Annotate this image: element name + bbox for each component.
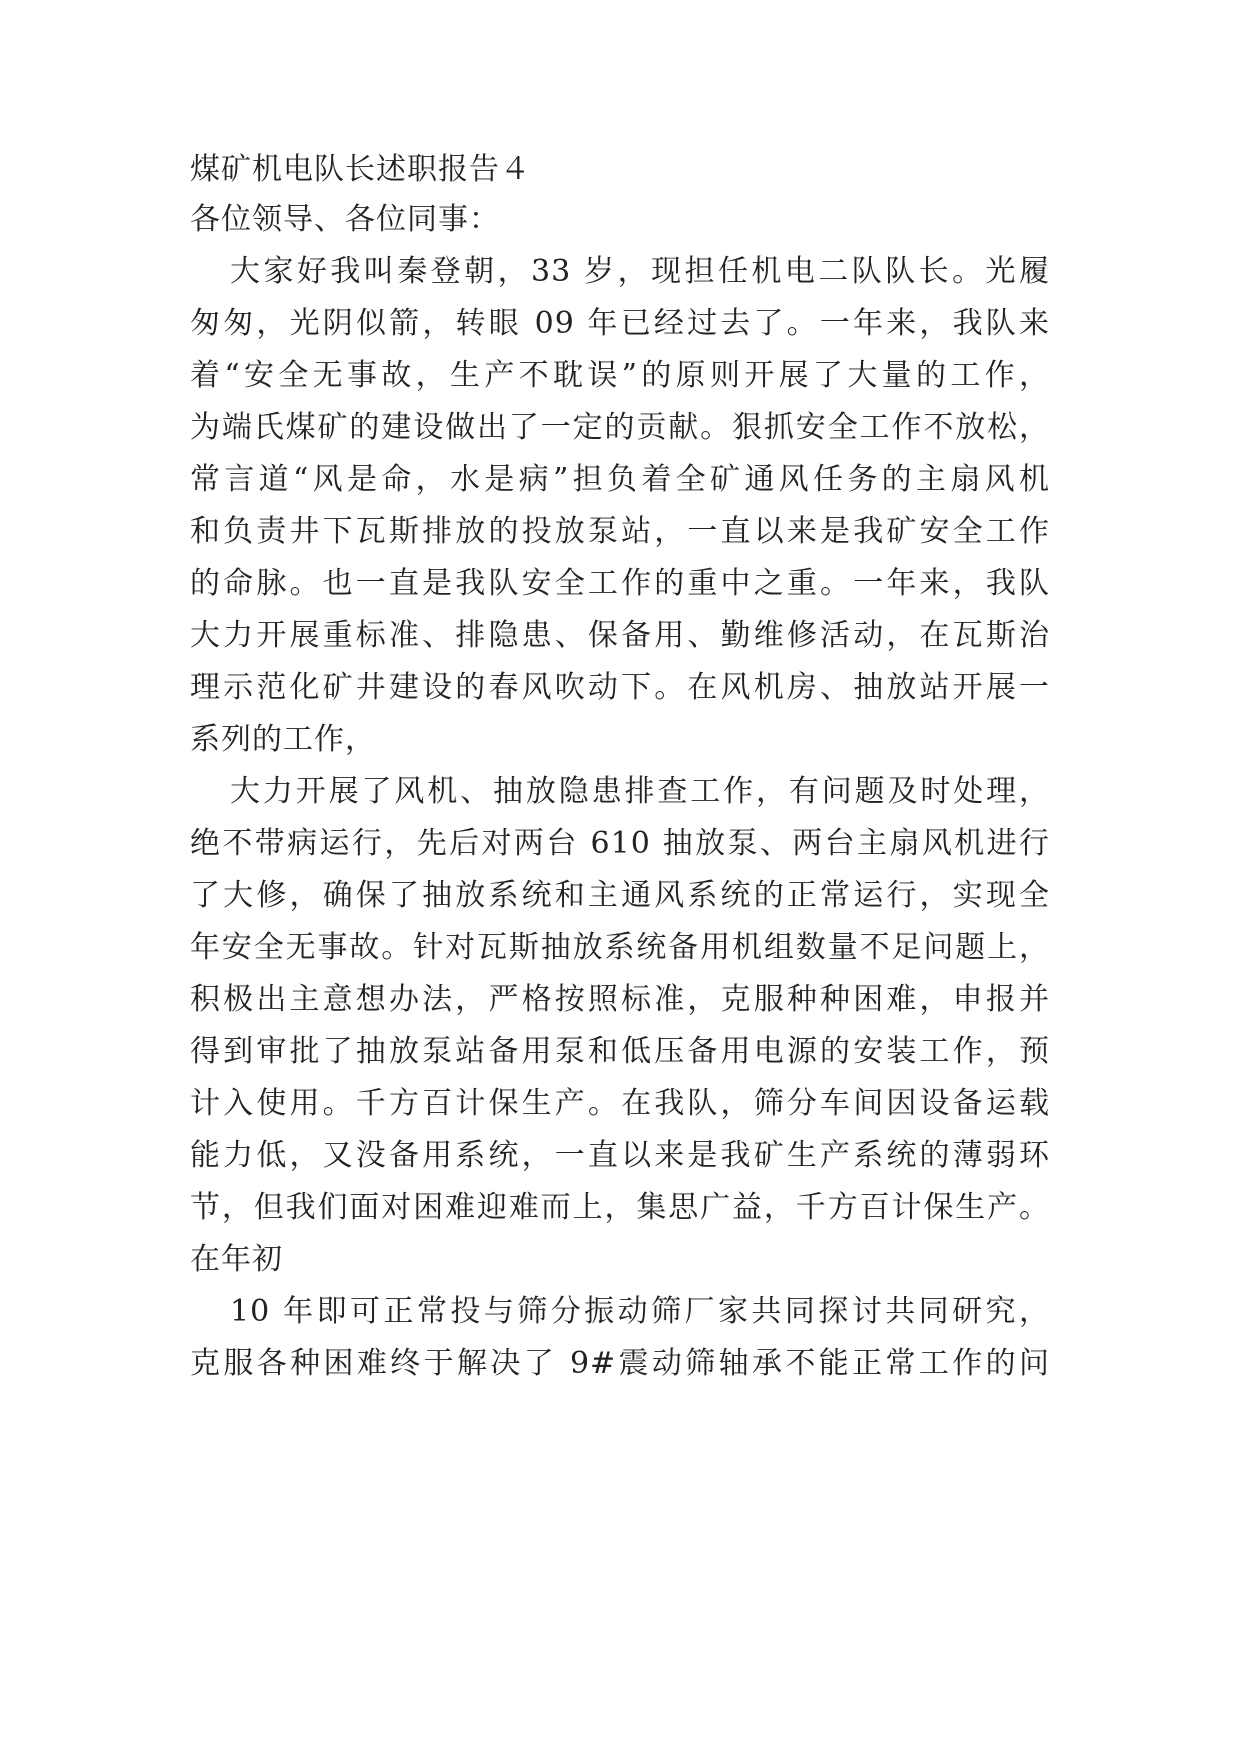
paragraph-line: 10 年即可正常投与筛分振动筛厂家共同探讨共同研究，	[230, 1294, 1050, 1329]
paragraph-line: 在年初	[190, 1242, 283, 1277]
paragraph-line: 大力开展了风机、抽放隐患排查工作，有问题及时处理，	[230, 774, 1050, 809]
paragraph-line: 积极出主意想办法，严格按照标准，克服种种困难，申报并	[190, 982, 1050, 1017]
paragraph-line: 着“安全无事故，生产不耽误”的原则开展了大量的工作，	[190, 358, 1050, 393]
paragraph-line: 大力开展重标准、排隐患、保备用、勤维修活动，在瓦斯治	[190, 618, 1050, 653]
paragraph-line: 克服各种困难终于解决了 9#震动筛轴承不能正常工作的问	[190, 1346, 1050, 1381]
paragraph-line: 节，但我们面对困难迎难而上，集思广益，千方百计保生产。	[190, 1190, 1050, 1225]
paragraph-line: 和负责井下瓦斯排放的投放泵站，一直以来是我矿安全工作	[190, 514, 1050, 549]
paragraph-line: 年安全无事故。针对瓦斯抽放系统备用机组数量不足问题上，	[190, 930, 1050, 965]
paragraph-line: 系列的工作，	[190, 722, 376, 757]
paragraph-line: 大家好我叫秦登朝，33 岁，现担任机电二队队长。光履	[230, 254, 1050, 289]
paragraph-line: 得到审批了抽放泵站备用泵和低压备用电源的安装工作，预	[190, 1034, 1050, 1069]
paragraph-line: 的命脉。也一直是我队安全工作的重中之重。一年来，我队	[190, 566, 1050, 601]
paragraph-line: 绝不带病运行，先后对两台 610 抽放泵、两台主扇风机进行	[190, 826, 1050, 861]
salutation: 各位领导、各位同事：	[190, 202, 500, 237]
paragraph-line: 常言道“风是命，水是病”担负着全矿通风任务的主扇风机	[190, 462, 1050, 497]
document-title: 煤矿机电队长述职报告４	[190, 152, 531, 187]
paragraph-line: 计入使用。千方百计保生产。在我队，筛分车间因设备运载	[190, 1086, 1050, 1121]
paragraph-line: 了大修，确保了抽放系统和主通风系统的正常运行，实现全	[190, 878, 1050, 913]
paragraph-line: 能力低，又没备用系统，一直以来是我矿生产系统的薄弱环	[190, 1138, 1050, 1173]
paragraph-line: 匆匆，光阴似箭，转眼 09 年已经过去了。一年来，我队来	[190, 306, 1050, 341]
paragraph-line: 为端氏煤矿的建设做出了一定的贡献。狠抓安全工作不放松，	[190, 410, 1050, 445]
paragraph-line: 理示范化矿井建设的春风吹动下。在风机房、抽放站开展一	[190, 670, 1050, 705]
